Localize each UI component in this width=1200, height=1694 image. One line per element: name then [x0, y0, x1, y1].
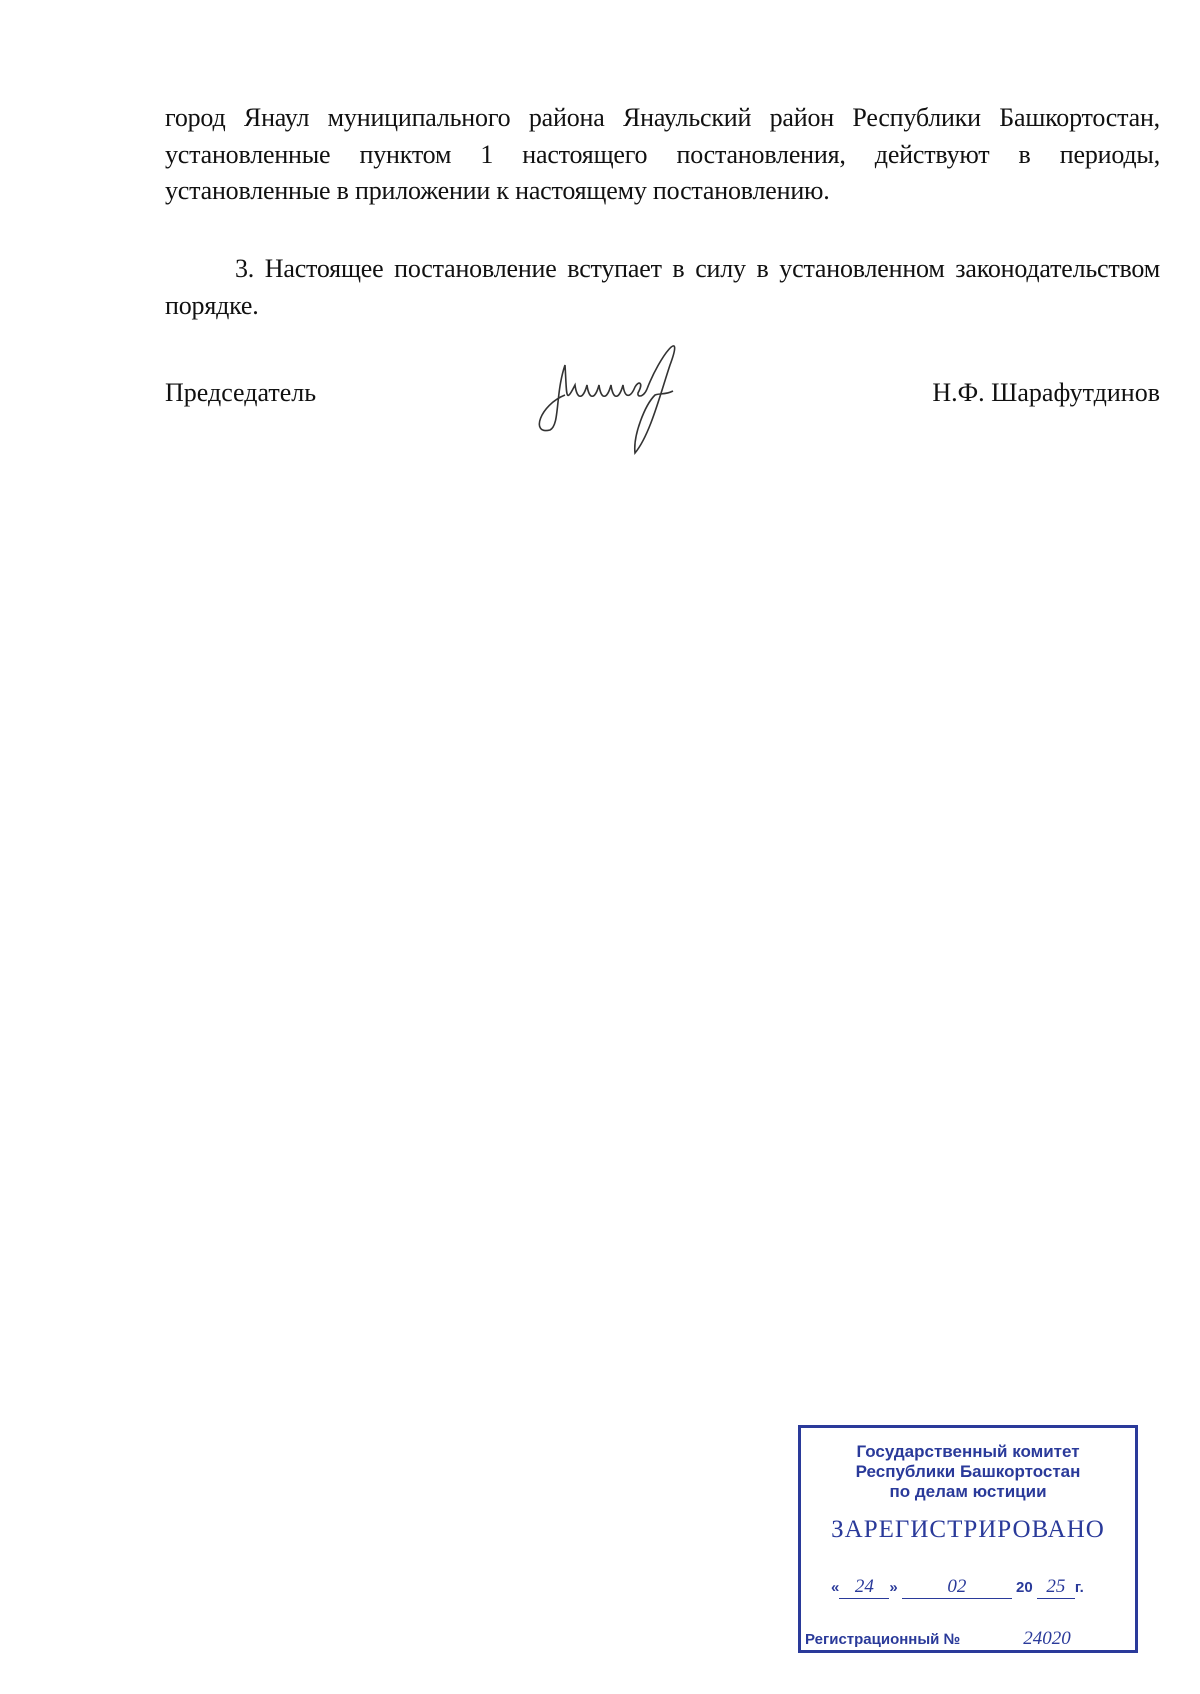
stamp-org-line: по делам юстиции — [889, 1482, 1047, 1501]
signatory-role: Председатель — [165, 378, 317, 407]
stamp-org-line: Государственный комитет — [856, 1442, 1080, 1461]
stamp-reg-number: Регистрационный № 24020 — [805, 1628, 1129, 1651]
stamp-date: « 24 » 02 20 25 г. — [831, 1576, 1084, 1597]
stamp-reg-value: 24020 — [964, 1628, 1129, 1651]
stamp-day: 24 — [839, 1576, 889, 1599]
stamp-month: 02 — [902, 1576, 1012, 1599]
stamp-year: 25 — [1037, 1576, 1075, 1599]
body-paragraph-3: 3. Настоящее постановление вступает в силу в установленном законодательством порядке. — [165, 254, 1160, 320]
stamp-org-line: Республики Башкортостан — [855, 1462, 1081, 1481]
body-paragraph-continued: город Янаул муниципального района Янаульский район Республики Башкортостан, установленные пунктом 1 настоящего постановления, действуют в периоды, установленные в приложении к настоящему постановлению. — [165, 103, 1160, 205]
stamp-title: ЗАРЕГИСТРИРОВАНО — [831, 1516, 1105, 1543]
signatory-name: Н.Ф. Шарафутдинов — [932, 378, 1160, 407]
handwritten-signature — [535, 325, 705, 460]
registration-stamp — [798, 1425, 1138, 1653]
